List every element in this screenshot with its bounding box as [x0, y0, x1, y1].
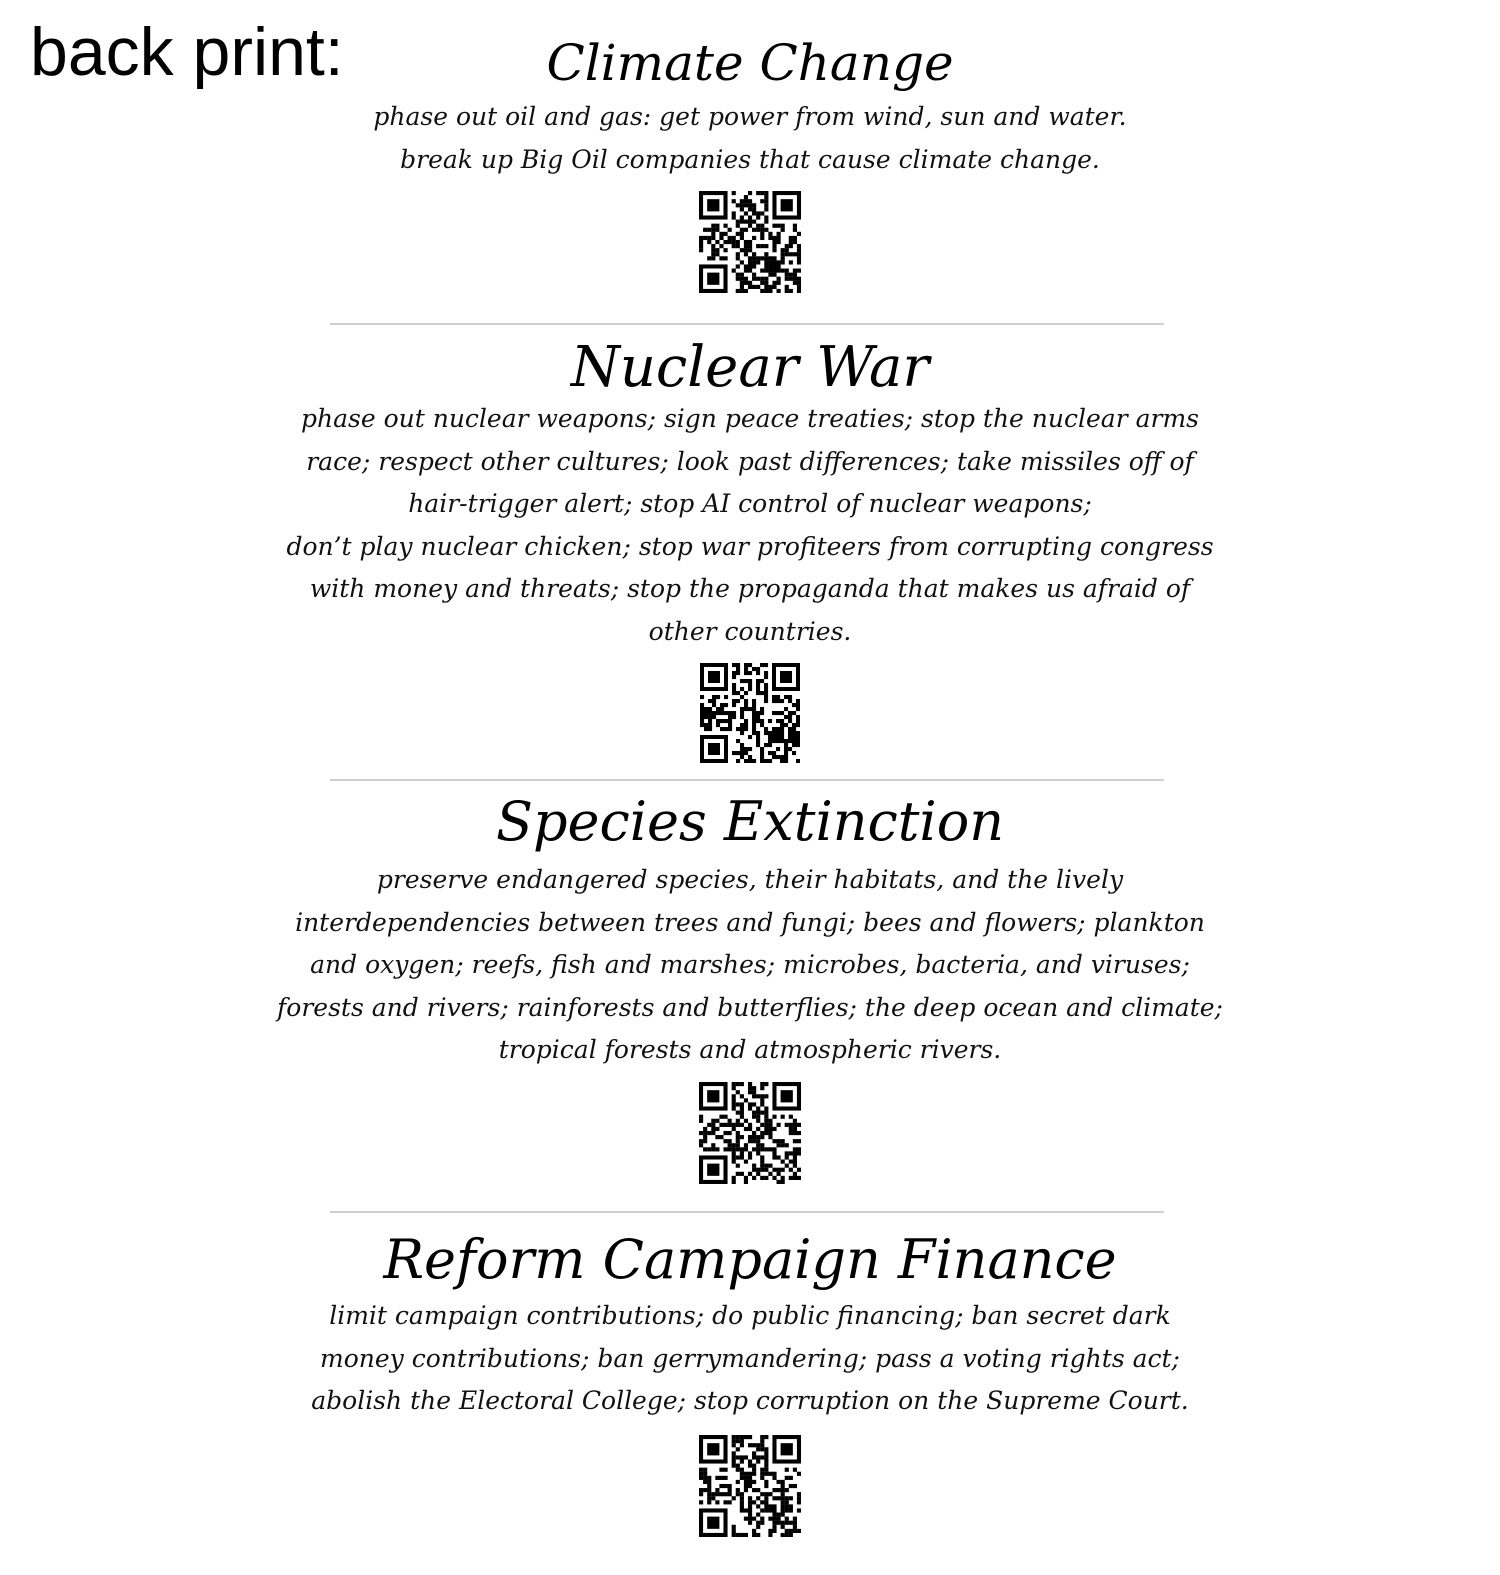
section-title: Nuclear War — [570, 335, 930, 400]
body-line: break up Big Oil companies that cause climate change. — [400, 144, 1100, 174]
body-line: abolish the Electoral College; stop corruption on the Supreme Court. — [311, 1386, 1189, 1415]
body-line: tropical forests and atmospheric rivers. — [498, 1035, 1002, 1064]
section-nuclear-war — [0, 335, 1500, 763]
section-body — [0, 859, 1500, 1072]
body-line: phase out nuclear weapons; sign peace treaties; stop the nuclear arms — [301, 404, 1199, 433]
section-title: Species Extinction — [496, 790, 1004, 853]
body-line: preserve endangered species, their habitats, and the lively — [376, 865, 1124, 894]
divider — [330, 779, 1164, 781]
section-body — [0, 1295, 1500, 1423]
body-line: hair-trigger alert; stop AI control of nuclear weapons; — [408, 489, 1092, 518]
section-title: Climate Change — [546, 34, 954, 92]
section-reform-campaign-finance — [0, 1228, 1500, 1537]
qr-code-icon — [699, 1435, 801, 1537]
qr-code-icon — [699, 1082, 801, 1184]
body-line: money contributions; ban gerrymandering; pass a voting rights act; — [320, 1343, 1180, 1373]
body-line: forests and rivers; rainforests and butterflies; the deep ocean and climate; — [277, 992, 1223, 1022]
body-line: don’t play nuclear chicken; stop war profiteers from corrupting congress — [286, 531, 1214, 561]
divider — [330, 1211, 1164, 1213]
section-body — [0, 398, 1500, 653]
body-line: and oxygen; reefs, fish and marshes; microbes, bacteria, and viruses; — [310, 950, 1190, 979]
section-climate-change — [0, 34, 1500, 293]
qr-code-icon — [700, 663, 800, 763]
body-line: phase out oil and gas: get power from wind, sun and water. — [373, 102, 1127, 131]
section-title: Reform Campaign Finance — [383, 1228, 1117, 1291]
body-line: limit campaign contributions; do public financing; ban secret dark — [329, 1301, 1171, 1330]
section-body — [0, 96, 1500, 181]
body-line: race; respect other cultures; look past differences; take missiles off of — [306, 446, 1194, 476]
body-line: other countries. — [648, 616, 852, 646]
qr-code-icon — [699, 191, 801, 293]
divider — [330, 323, 1164, 325]
body-line: with money and threats; stop the propaganda that makes us afraid of — [309, 574, 1191, 603]
back-print-label: back print: — [30, 14, 344, 90]
section-species-extinction — [0, 790, 1500, 1184]
body-line: interdependencies between trees and fungi; bees and flowers; plankton — [295, 907, 1205, 937]
